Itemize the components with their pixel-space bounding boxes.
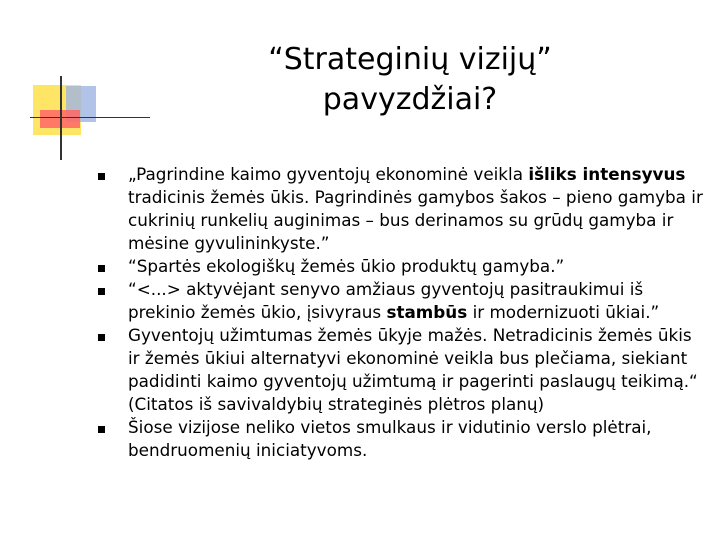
bullet-item bbox=[96, 255, 708, 278]
decor-vertical-line bbox=[60, 76, 62, 160]
bullet-square-icon bbox=[98, 265, 105, 272]
bullet-item bbox=[96, 163, 708, 255]
bullet-item bbox=[96, 324, 708, 416]
bullet-text: Šiose vizijose neliko vietos smulkaus ir vidutinio verslo plėtrai, bendruomenių iniciatyvoms. bbox=[128, 417, 652, 460]
title-line-2: pavyzdžiai? bbox=[322, 82, 498, 117]
bullet-square-icon bbox=[98, 288, 105, 295]
bullet-text: Gyventojų užimtumas žemės ūkyje mažės. Netradicinis žemės ūkis ir žemės ūkiui alternatyvi ekonominė veikla bus plečiama, siekiant padidinti kaimo gyventojų užimtumą ir pagerinti paslaugų teikimą.“ (Citatos iš savivaldybių strateginės plėtros planų) bbox=[128, 325, 698, 414]
bullet-item bbox=[96, 278, 708, 324]
decor-horizontal-line bbox=[30, 117, 150, 118]
bullet-text: ir modernizuoti ūkiai.” bbox=[467, 302, 660, 322]
slide-title bbox=[180, 40, 640, 120]
bullet-text: “Spartės ekologiškų žemės ūkio produktų gamyba.” bbox=[128, 256, 565, 276]
bullet-square-icon bbox=[98, 334, 105, 341]
bullet-square-icon bbox=[98, 426, 105, 433]
bullet-text: “<...> aktyvėjant senyvo amžiaus gyventojų pasitraukimui iš prekinio žemės ūkio, įsivyraus bbox=[128, 279, 644, 322]
bullet-bold-text: išliks intensyvus bbox=[528, 164, 686, 184]
bullet-text: „Pagrindine kaimo gyventojų ekonominė veikla bbox=[128, 164, 529, 184]
bullet-list bbox=[96, 163, 708, 462]
bullet-text: tradicinis žemės ūkis. Pagrindinės gamybos šakos – pieno gamyba ir cukrinių runkelių auginimas – bus derinamos su grūdų gamyba ir mėsine gyvulininkyste.” bbox=[128, 187, 703, 253]
title-line-1: “Strateginių vizijų” bbox=[268, 42, 552, 77]
bullet-square-icon bbox=[98, 173, 105, 180]
bullet-bold-text: stambūs bbox=[386, 302, 468, 322]
bullet-item bbox=[96, 416, 708, 462]
